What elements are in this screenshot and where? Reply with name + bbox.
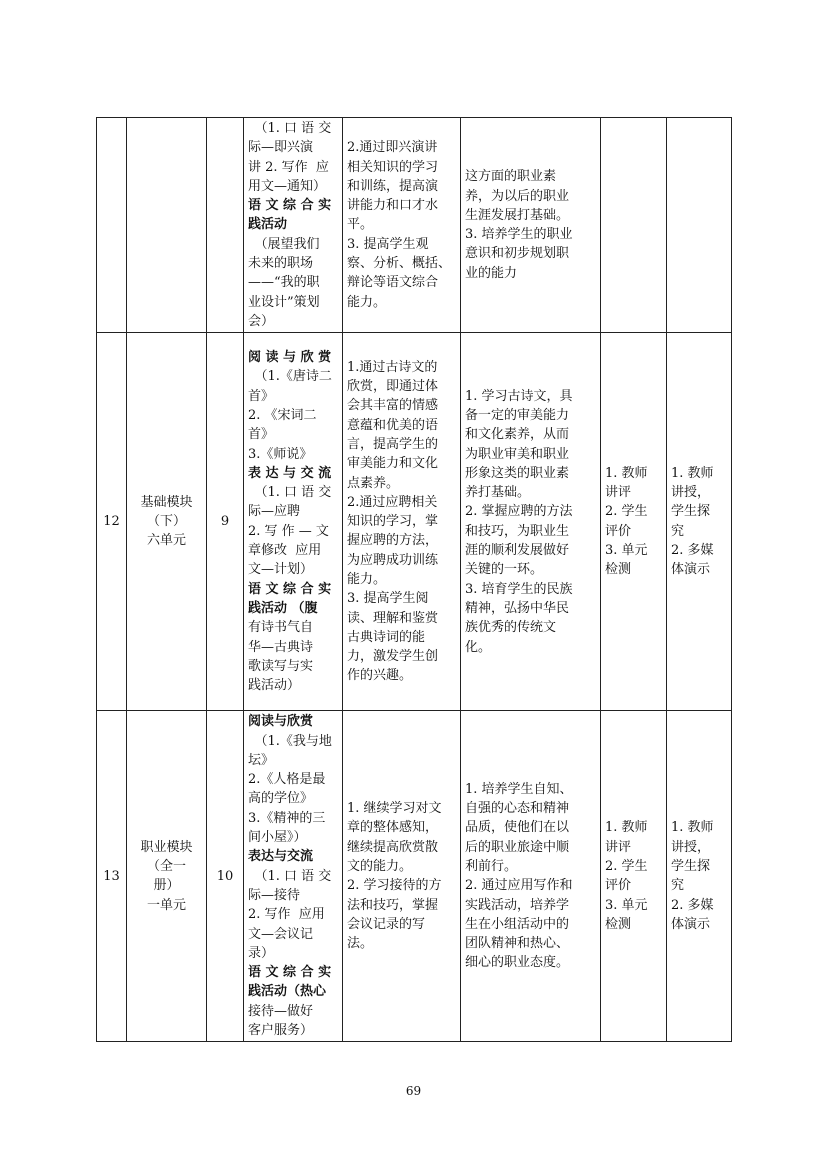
evaluation-cell <box>601 711 667 1042</box>
cell-line: 相关知识的学习 <box>347 159 439 175</box>
cell-line: 3. 培育学生的民族 <box>465 581 573 597</box>
page-number: 69 <box>405 1084 422 1098</box>
cell-line: 品质，使他们在以 <box>465 820 570 836</box>
cell-line: 评价 <box>605 878 632 894</box>
cell-line: （下） <box>146 514 186 530</box>
curriculum-table <box>96 117 732 1042</box>
cell-line: （展望我们 <box>254 236 320 252</box>
cell-line: 文—计划） <box>248 562 314 578</box>
cell-line: 会） <box>248 313 275 329</box>
cell-line: 能力。 <box>347 294 387 310</box>
cell-line: 实践活动，培养学 <box>465 897 570 913</box>
cell-line: 养，为以后的职业 <box>465 188 570 204</box>
hours-value: 10 <box>216 868 234 884</box>
cell-line: 册） <box>153 878 180 894</box>
cell-line: 1. 教师 <box>671 820 714 836</box>
cell-line: 六单元 <box>146 533 186 549</box>
cell-line: 体演示 <box>671 916 711 932</box>
lesson-number-cell <box>97 333 127 711</box>
cell-line: 法和技巧，掌握 <box>347 897 439 913</box>
cell-line: 察、分析、概括、 <box>347 256 452 272</box>
cell-line: 欣赏，即通过体 <box>347 379 439 395</box>
cell-line: 1. 培养学生自知、 <box>465 781 573 797</box>
hours-value: 9 <box>220 514 230 530</box>
cell-line: 3.《师说》 <box>248 446 313 462</box>
cell-line: （1. 口 语 交 <box>254 485 332 501</box>
cell-line: 究 <box>671 878 685 894</box>
hours-cell <box>207 118 244 333</box>
cell-line: 践活动） <box>248 678 301 694</box>
goals-cell <box>343 333 461 711</box>
cell-line: 为职业审美和职业 <box>465 446 570 462</box>
cell-line: 生在小组活动中的 <box>465 916 570 932</box>
cell-line: 团队精神和热心、 <box>465 936 570 952</box>
cell-line: 族优秀的传统文 <box>465 620 557 636</box>
cell-line: 讲能力和口才水 <box>347 198 439 214</box>
cell-line: 文的能力。 <box>347 858 413 874</box>
cell-line: （1.《唐诗二 <box>254 369 332 385</box>
cell-line: 意识和初步规划职 <box>465 246 570 262</box>
quality-cell <box>461 333 601 711</box>
cell-line: 关键的一环。 <box>465 562 544 578</box>
cell-line: 这方面的职业素 <box>465 169 557 185</box>
cell-line: 检测 <box>605 916 632 932</box>
cell-line: 际—接待 <box>248 887 301 903</box>
cell-line: 讲评 <box>605 839 632 855</box>
cell-line: 平。 <box>347 217 374 233</box>
evaluation-cell <box>601 118 667 333</box>
cell-line: 知识的学习，掌 <box>347 514 439 530</box>
cell-line: 利前行。 <box>465 858 518 874</box>
cell-line: 语 文 综 合 实 <box>248 581 332 597</box>
cell-line: 握应聘的方法， <box>347 533 439 549</box>
cell-line: 坛》 <box>248 752 275 768</box>
cell-line: 阅 读 与 欣 赏 <box>248 350 332 366</box>
cell-line: 法。 <box>347 936 374 952</box>
cell-line: 2.通过即兴演讲 <box>347 140 438 156</box>
cell-line: 检测 <box>605 562 632 578</box>
quality-cell <box>461 711 601 1042</box>
cell-line: 1. 教师 <box>605 465 648 481</box>
cell-line: 作的兴趣。 <box>347 668 413 684</box>
cell-line: 基础模块 <box>140 494 193 510</box>
cell-line: 究 <box>671 523 685 539</box>
cell-line: 业的能力 <box>465 265 518 281</box>
module-cell <box>127 118 207 333</box>
methods-cell <box>667 118 732 333</box>
cell-line: 表 达 与 交 流 <box>248 465 332 481</box>
cell-line: （全一 <box>146 858 186 874</box>
quality-cell <box>461 118 601 333</box>
cell-line: 生涯发展打基础。 <box>465 207 570 223</box>
cell-line: 会其丰富的情感 <box>347 398 439 414</box>
cell-line: 为应聘成功训练 <box>347 552 439 568</box>
cell-line: 化。 <box>465 639 492 655</box>
cell-line: 3. 提高学生阅 <box>347 591 429 607</box>
cell-line: 2. 多媒 <box>671 543 714 559</box>
cell-line: 1.通过古诗文的 <box>347 359 438 375</box>
cell-line: 践活动（热心 <box>248 984 327 1000</box>
cell-line: 华—古典诗 <box>248 639 314 655</box>
cell-line: 2. 学生 <box>605 504 648 520</box>
table-row <box>97 711 732 1042</box>
cell-line: 首》 <box>248 427 275 443</box>
cell-line: 学生探 <box>671 858 711 874</box>
cell-line: 细心的职业态度。 <box>465 955 570 971</box>
hours-cell <box>207 333 244 711</box>
cell-line: 点素养。 <box>347 475 400 491</box>
cell-line: 高的学位》 <box>248 791 314 807</box>
cell-line: 3. 单元 <box>605 543 648 559</box>
cell-line: 际—即兴演 <box>248 140 314 156</box>
module-cell <box>127 333 207 711</box>
cell-line: 践活动 （腹 <box>248 600 318 616</box>
cell-line: 2.通过应聘相关 <box>347 494 438 510</box>
cell-line: 力，激发学生创 <box>347 649 439 665</box>
cell-line: 和技巧，为职业生 <box>465 523 570 539</box>
cell-line: （1. 口 语 交 <box>254 868 332 884</box>
hours-cell <box>207 711 244 1042</box>
cell-line: 1. 教师 <box>605 820 648 836</box>
cell-line: 语 文 综 合 实 <box>248 965 332 981</box>
cell-line: 养打基础。 <box>465 485 531 501</box>
cell-line: 首》 <box>248 388 275 404</box>
cell-line: 2. 学习接待的方 <box>347 878 442 894</box>
cell-line: 3. 单元 <box>605 897 648 913</box>
cell-line: 涯的顺利发展做好 <box>465 543 570 559</box>
cell-line: 表达与交流 <box>248 849 314 865</box>
cell-line: 读、理解和鉴赏 <box>347 610 439 626</box>
cell-line: 学生探 <box>671 504 711 520</box>
cell-line: 3. 培养学生的职业 <box>465 227 573 243</box>
lesson-number: 12 <box>103 514 120 530</box>
cell-line: 客户服务） <box>248 1023 314 1039</box>
cell-line: 2. 掌握应聘的方法 <box>465 504 573 520</box>
cell-line: 3. 提高学生观 <box>347 236 429 252</box>
cell-line: 2.《人格是最 <box>248 772 326 788</box>
content-cell <box>244 711 343 1042</box>
cell-line: 文—会议记 <box>248 926 314 942</box>
table-row <box>97 118 732 333</box>
cell-line: 阅读与欣赏 <box>248 714 314 730</box>
cell-line: 职业模块 <box>140 839 193 855</box>
cell-line: 2. 通过应用写作和 <box>465 878 573 894</box>
cell-line: 意蕴和优美的语 <box>347 417 439 433</box>
cell-line: ——“我的职 <box>248 275 320 291</box>
cell-line: 3.《精神的三 <box>248 810 326 826</box>
cell-line: 继续提高欣赏散 <box>347 839 439 855</box>
cell-line: 和文化素养，从而 <box>465 427 570 443</box>
cell-line: （1.《我与地 <box>254 733 332 749</box>
cell-line: 章的整体感知， <box>347 820 439 836</box>
table-row <box>97 333 732 711</box>
lesson-number-cell <box>97 711 127 1042</box>
cell-line: 精神，弘扬中华民 <box>465 600 570 616</box>
cell-line: 2. 写作 应用 <box>248 907 325 923</box>
module-cell <box>127 711 207 1042</box>
cell-line: 自强的心态和精神 <box>465 801 570 817</box>
goals-cell <box>343 711 461 1042</box>
content-cell <box>244 118 343 333</box>
cell-line: 1. 教师 <box>671 465 714 481</box>
cell-line: 语 文 综 合 实 <box>248 198 332 214</box>
evaluation-cell <box>601 333 667 711</box>
methods-cell <box>667 711 732 1042</box>
cell-line: 形象这类的职业素 <box>465 465 570 481</box>
cell-line: 2. 《宋词二 <box>248 407 317 423</box>
cell-line: 讲授， <box>671 485 711 501</box>
cell-line: 备一定的审美能力 <box>465 407 570 423</box>
cell-line: 辩论等语文综合 <box>347 275 439 291</box>
cell-line: 后的职业旅途中顺 <box>465 839 570 855</box>
cell-line: 未来的职场 <box>248 256 314 272</box>
cell-line: 言，提高学生的 <box>347 436 439 452</box>
cell-line: 间小屋》） <box>248 830 307 846</box>
cell-line: 和训练，提高演 <box>347 178 439 194</box>
cell-line: 1. 学习古诗文，具 <box>465 388 573 404</box>
goals-cell <box>343 118 461 333</box>
cell-line: 一单元 <box>146 897 186 913</box>
cell-line: 2. 多媒 <box>671 897 714 913</box>
cell-line: 讲授， <box>671 839 711 855</box>
cell-line: （1. 口 语 交 <box>254 121 332 136</box>
cell-line: 接待—做好 <box>248 1003 314 1019</box>
cell-line: 1. 继续学习对文 <box>347 801 442 817</box>
cell-line: 录） <box>248 945 275 961</box>
cell-line: 用文—通知） <box>248 178 327 194</box>
content-cell <box>244 333 343 711</box>
cell-line: 审美能力和文化 <box>347 456 439 472</box>
lesson-number-cell <box>97 118 127 333</box>
cell-line: 古典诗词的能 <box>347 629 426 645</box>
cell-line: 有诗书气自 <box>248 620 314 636</box>
cell-line: 际—应聘 <box>248 504 301 520</box>
table-body <box>97 118 732 1042</box>
cell-line: 2. 学生 <box>605 858 648 874</box>
cell-line: 2. 写 作 — 文 <box>248 523 329 539</box>
cell-line: 讲评 <box>605 485 632 501</box>
cell-line: 章修改 应用 <box>248 543 322 559</box>
cell-line: 评价 <box>605 523 632 539</box>
cell-line: 歌读写与实 <box>248 658 314 674</box>
cell-line: 体演示 <box>671 562 711 578</box>
cell-line: 践活动 <box>248 217 288 233</box>
cell-line: 会议记录的写 <box>347 916 426 932</box>
methods-cell <box>667 333 732 711</box>
cell-line: 业设计”策划 <box>248 294 320 310</box>
lesson-number: 13 <box>103 868 120 884</box>
cell-line: 能力。 <box>347 572 387 587</box>
cell-line: 讲 2. 写作 应 <box>248 159 329 175</box>
